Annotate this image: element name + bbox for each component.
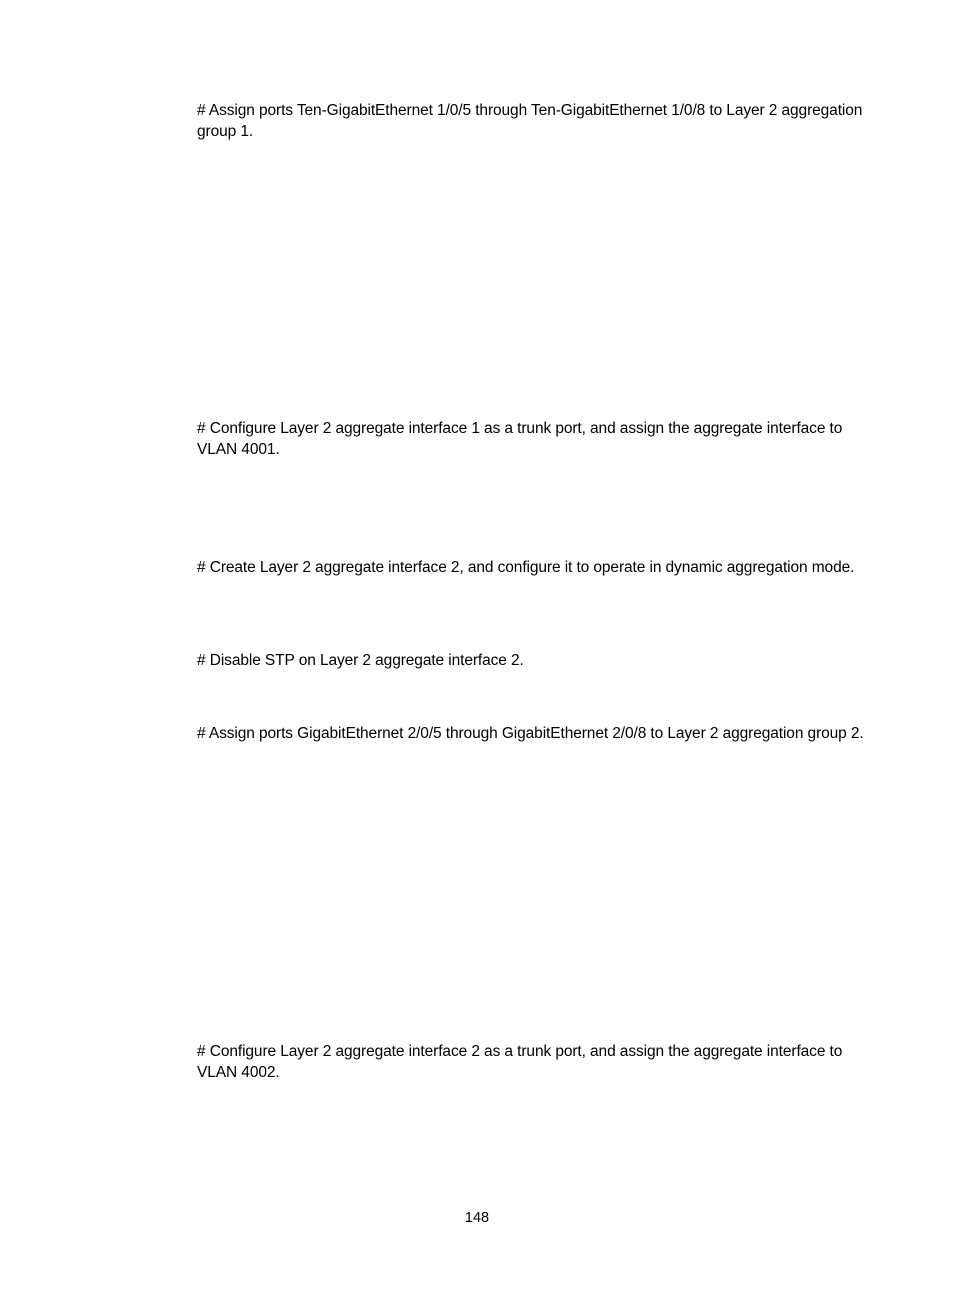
step-configure-trunk-interface-2: # Configure Layer 2 aggregate interface 2 as a trunk port, and assign the aggregate interface to VLAN 4002. [197, 1043, 843, 1081]
step-assign-ports-group-1: # Assign ports Ten-GigabitEthernet 1/0/5 through Ten-GigabitEthernet 1/0/8 to Layer 2 aggregation group 1. [197, 102, 863, 140]
page-number: 148 [464, 1210, 490, 1226]
step-configure-trunk-interface-1: # Configure Layer 2 aggregate interface 1 as a trunk port, and assign the aggregate interface to VLAN 4001. [197, 420, 843, 458]
step-create-aggregate-interface-2: # Create Layer 2 aggregate interface 2, and configure it to operate in dynamic aggregation mode. [197, 559, 855, 576]
step-assign-ports-group-2: # Assign ports GigabitEthernet 2/0/5 through GigabitEthernet 2/0/8 to Layer 2 aggregation group 2. [197, 725, 864, 742]
step-disable-stp-interface-2: # Disable STP on Layer 2 aggregate interface 2. [197, 652, 524, 669]
